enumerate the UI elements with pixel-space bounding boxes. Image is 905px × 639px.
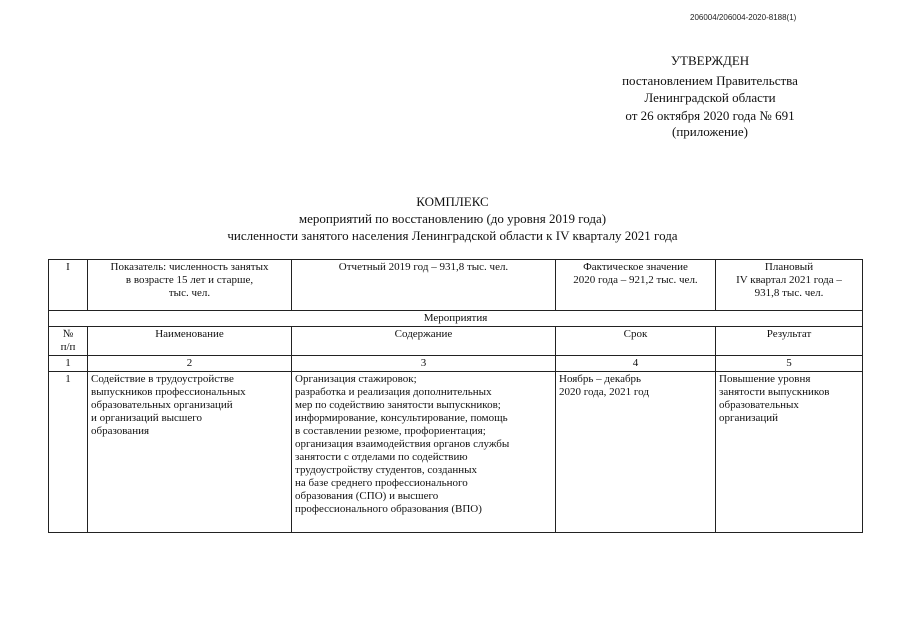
row-content-line: организация взаимодействия органов службы bbox=[295, 438, 510, 450]
indicator-label-line: в возрасте 15 лет и старше, bbox=[125, 274, 254, 286]
title-line-1: КОМПЛЕКС bbox=[416, 194, 489, 209]
approval-appendix: (приложение) bbox=[671, 124, 748, 139]
indicator-label-line: Показатель: численность занятых bbox=[110, 261, 269, 273]
row-content-line: разработка и реализация дополнительных bbox=[295, 386, 492, 398]
title-line-2: мероприятий по восстановлению (до уровня 2019 года) bbox=[298, 211, 607, 226]
row-name-line: выпускников профессиональных bbox=[91, 386, 246, 398]
planned-value bbox=[716, 260, 863, 311]
column-number: 2 bbox=[88, 356, 292, 372]
approval-heading: УТВЕРЖДЕН bbox=[670, 53, 750, 68]
row-content-line: занятости с отделами по содействию bbox=[295, 451, 468, 463]
title-line-3: численности занятого населения Ленинградской области к IV кварталу 2021 года bbox=[227, 228, 678, 243]
section-title: Мероприятия bbox=[49, 311, 863, 327]
row-content-line: на базе среднего профессионального bbox=[295, 477, 468, 489]
reported-value: Отчетный 2019 год – 931,8 тыс. чел. bbox=[292, 260, 556, 311]
row-result-line: образовательных bbox=[719, 399, 799, 411]
column-number-row bbox=[49, 356, 863, 372]
measures-table bbox=[48, 259, 863, 533]
row-content-line: трудоустройству студентов, созданных bbox=[295, 464, 477, 476]
actual-value-line: Фактическое значение bbox=[583, 261, 688, 273]
row-content-line: профессионального образования (ВПО) bbox=[295, 503, 482, 515]
row-content-line: Организация стажировок; bbox=[295, 373, 417, 385]
row-name bbox=[88, 372, 292, 533]
actual-value bbox=[556, 260, 716, 311]
indicator-label-line: тыс. чел. bbox=[168, 287, 211, 299]
row-result-line: Повышение уровня bbox=[719, 373, 811, 385]
row-num: 1 bbox=[49, 372, 88, 533]
approval-line-3: Ленинградской области bbox=[644, 90, 776, 105]
row-name-line: Содействие в трудоустройстве bbox=[91, 373, 234, 385]
column-number: 5 bbox=[716, 356, 863, 372]
header-num-line: № bbox=[62, 328, 74, 340]
row-term-line: Ноябрь – декабрь bbox=[559, 373, 642, 385]
indicator-label bbox=[88, 260, 292, 311]
planned-value-line: IV квартал 2021 года – bbox=[736, 274, 842, 286]
document-number: 206004/206004-2020-8188(1) bbox=[690, 13, 797, 22]
header-row bbox=[49, 327, 863, 356]
approval-line-2: постановлением Правительства bbox=[622, 73, 798, 88]
header-result: Результат bbox=[716, 327, 863, 356]
indicator-row bbox=[49, 260, 863, 311]
row-content-line: образования (СПО) и высшего bbox=[295, 490, 439, 502]
row-content bbox=[292, 372, 556, 533]
row-result bbox=[716, 372, 863, 533]
row-name-line: образования bbox=[91, 425, 150, 437]
planned-value-line: 931,8 тыс. чел. bbox=[754, 287, 824, 299]
table-row bbox=[49, 372, 863, 533]
row-content-line: мер по содействию занятости выпускников; bbox=[295, 399, 501, 411]
column-number: 1 bbox=[49, 356, 88, 372]
document-title bbox=[0, 193, 905, 244]
section-row bbox=[49, 311, 863, 327]
header-name: Наименование bbox=[88, 327, 292, 356]
header-num bbox=[49, 327, 88, 356]
row-content-line: информирование, консультирование, помощь bbox=[295, 412, 508, 424]
row-name-line: и организаций высшего bbox=[91, 412, 202, 424]
header-content: Содержание bbox=[292, 327, 556, 356]
approval-date: от 26 октября 2020 года № 691 bbox=[625, 108, 795, 123]
column-number: 3 bbox=[292, 356, 556, 372]
indicator-num: I bbox=[49, 260, 88, 311]
row-term bbox=[556, 372, 716, 533]
row-result-line: организаций bbox=[719, 412, 779, 424]
row-content-line: в составлении резюме, профориентация; bbox=[295, 425, 486, 437]
planned-value-line: Плановый bbox=[764, 261, 814, 273]
row-result-line: занятости выпускников bbox=[719, 386, 830, 398]
header-term: Срок bbox=[556, 327, 716, 356]
column-number: 4 bbox=[556, 356, 716, 372]
header-num-line: п/п bbox=[60, 341, 76, 353]
row-term-line: 2020 года, 2021 год bbox=[559, 386, 649, 398]
row-name-line: образовательных организаций bbox=[91, 399, 233, 411]
actual-value-line: 2020 года – 921,2 тыс. чел. bbox=[573, 274, 698, 286]
